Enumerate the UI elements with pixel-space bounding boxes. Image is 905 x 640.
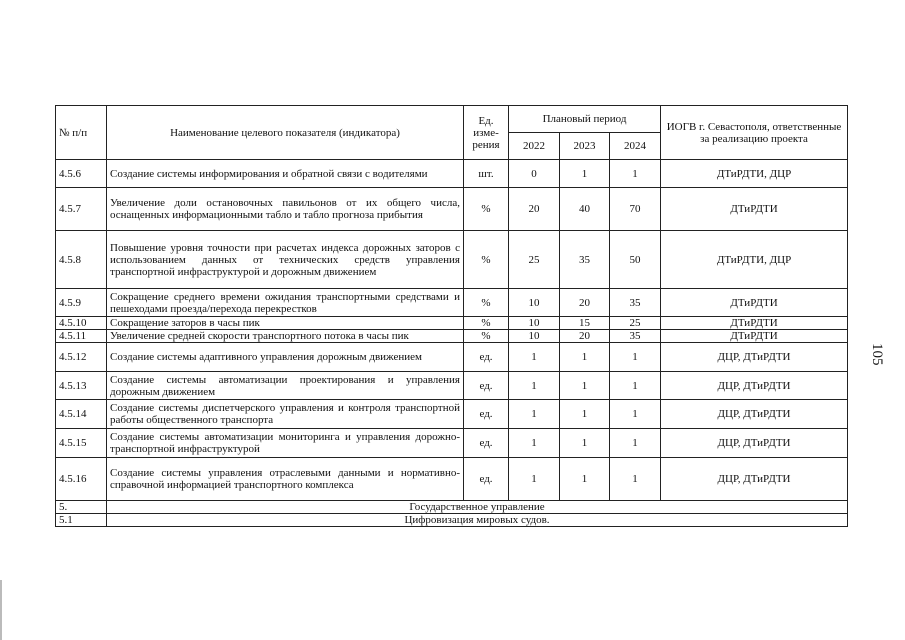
header-year-2024: 2024 xyxy=(610,133,661,160)
row-responsible: ДТиРДТИ xyxy=(661,188,848,231)
row-value-2023: 40 xyxy=(560,188,610,231)
row-value-2022: 1 xyxy=(509,458,560,501)
row-value-2022: 1 xyxy=(509,343,560,372)
row-value-2023: 15 xyxy=(560,317,610,330)
row-num: 4.5.14 xyxy=(56,400,107,429)
row-value-2023: 20 xyxy=(560,289,610,317)
row-responsible: ДТиРДТИ xyxy=(661,330,848,343)
header-name: Наименование целевого показателя (индикатора) xyxy=(107,106,464,160)
row-value-2022: 0 xyxy=(509,160,560,188)
row-value-2024: 1 xyxy=(610,160,661,188)
row-value-2022: 1 xyxy=(509,372,560,400)
row-unit: ед. xyxy=(464,343,509,372)
row-unit: % xyxy=(464,289,509,317)
row-value-2022: 10 xyxy=(509,330,560,343)
section-row xyxy=(56,514,848,527)
row-num: 4.5.16 xyxy=(56,458,107,501)
row-unit: шт. xyxy=(464,160,509,188)
section-title: Государственное управление xyxy=(107,501,848,514)
header-year-2022: 2022 xyxy=(509,133,560,160)
table-row xyxy=(56,458,848,501)
table-row xyxy=(56,429,848,458)
section-title: Цифровизация мировых судов. xyxy=(107,514,848,527)
row-value-2022: 25 xyxy=(509,231,560,289)
row-indicator-name: Сокращение среднего времени ожидания транспортными средствами и пешеходами проезда/перехода перекрестков xyxy=(107,289,464,317)
row-responsible: ДЦР, ДТиРДТИ xyxy=(661,429,848,458)
row-responsible: ДТиРДТИ, ДЦР xyxy=(661,231,848,289)
row-value-2024: 25 xyxy=(610,317,661,330)
table-row xyxy=(56,343,848,372)
row-unit: % xyxy=(464,330,509,343)
row-value-2024: 1 xyxy=(610,343,661,372)
row-value-2023: 1 xyxy=(560,343,610,372)
table-row xyxy=(56,160,848,188)
row-value-2023: 1 xyxy=(560,372,610,400)
section-row xyxy=(56,501,848,514)
row-unit: % xyxy=(464,188,509,231)
row-value-2022: 1 xyxy=(509,400,560,429)
row-value-2023: 1 xyxy=(560,400,610,429)
row-indicator-name: Создание системы автоматизации мониторинга и управления дорожно-транспортной инфраструктурой xyxy=(107,429,464,458)
table-header xyxy=(56,106,848,160)
page-number: 105 xyxy=(869,343,885,366)
row-indicator-name: Создание системы адаптивного управления дорожным движением xyxy=(107,343,464,372)
table-row xyxy=(56,289,848,317)
scan-edge-mark xyxy=(0,580,2,640)
row-value-2022: 10 xyxy=(509,317,560,330)
row-value-2023: 20 xyxy=(560,330,610,343)
header-unit: Ед. изме-рения xyxy=(464,106,509,160)
row-value-2024: 35 xyxy=(610,289,661,317)
row-responsible: ДЦР, ДТиРДТИ xyxy=(661,343,848,372)
row-unit: ед. xyxy=(464,429,509,458)
header-num: № п/п xyxy=(56,106,107,160)
row-unit: % xyxy=(464,231,509,289)
header-year-2023: 2023 xyxy=(560,133,610,160)
row-num: 4.5.10 xyxy=(56,317,107,330)
row-num: 4.5.11 xyxy=(56,330,107,343)
table-body xyxy=(56,160,848,527)
row-num: 4.5.8 xyxy=(56,231,107,289)
table-row xyxy=(56,372,848,400)
indicators-table xyxy=(55,105,848,527)
row-indicator-name: Сокращение заторов в часы пик xyxy=(107,317,464,330)
row-num: 4.5.9 xyxy=(56,289,107,317)
row-unit: ед. xyxy=(464,458,509,501)
row-unit: ед. xyxy=(464,400,509,429)
section-num: 5. xyxy=(56,501,107,514)
row-value-2022: 1 xyxy=(509,429,560,458)
row-indicator-name: Увеличение средней скорости транспортного потока в часы пик xyxy=(107,330,464,343)
row-unit: ед. xyxy=(464,372,509,400)
header-period: Плановый период xyxy=(509,106,661,133)
row-responsible: ДТиРДТИ xyxy=(661,317,848,330)
table-row xyxy=(56,188,848,231)
row-value-2024: 1 xyxy=(610,429,661,458)
row-value-2023: 1 xyxy=(560,458,610,501)
row-indicator-name: Создание системы информирования и обратной связи с водителями xyxy=(107,160,464,188)
row-responsible: ДЦР, ДТиРДТИ xyxy=(661,458,848,501)
row-num: 4.5.6 xyxy=(56,160,107,188)
row-responsible: ДТиРДТИ, ДЦР xyxy=(661,160,848,188)
row-unit: % xyxy=(464,317,509,330)
row-indicator-name: Создание системы управления отраслевыми данными и нормативно-справочной информацией транспортного комплекса xyxy=(107,458,464,501)
row-value-2024: 35 xyxy=(610,330,661,343)
table-row xyxy=(56,400,848,429)
row-value-2023: 35 xyxy=(560,231,610,289)
header-iogv: ИОГВ г. Севастополя, ответственные за реализацию проекта xyxy=(661,106,848,160)
row-value-2024: 1 xyxy=(610,372,661,400)
row-value-2024: 1 xyxy=(610,400,661,429)
row-responsible: ДЦР, ДТиРДТИ xyxy=(661,400,848,429)
row-value-2023: 1 xyxy=(560,160,610,188)
row-indicator-name: Повышение уровня точности при расчетах индекса дорожных заторов с использованием данных от технических средств управления транспортной инфраструктурой и дорожным движением xyxy=(107,231,464,289)
row-num: 4.5.15 xyxy=(56,429,107,458)
row-value-2024: 1 xyxy=(610,458,661,501)
row-value-2024: 50 xyxy=(610,231,661,289)
row-num: 4.5.7 xyxy=(56,188,107,231)
row-value-2022: 20 xyxy=(509,188,560,231)
row-responsible: ДТиРДТИ xyxy=(661,289,848,317)
table-row xyxy=(56,330,848,343)
row-indicator-name: Увеличение доли остановочных павильонов от их общего числа, оснащенных информационными табло и табло прогноза прибытия xyxy=(107,188,464,231)
row-value-2023: 1 xyxy=(560,429,610,458)
table-row xyxy=(56,231,848,289)
section-num: 5.1 xyxy=(56,514,107,527)
row-num: 4.5.13 xyxy=(56,372,107,400)
row-indicator-name: Создание системы автоматизации проектирования и управления дорожным движением xyxy=(107,372,464,400)
table-row xyxy=(56,317,848,330)
row-responsible: ДЦР, ДТиРДТИ xyxy=(661,372,848,400)
row-num: 4.5.12 xyxy=(56,343,107,372)
row-indicator-name: Создание системы диспетчерского управления и контроля транспортной работы общественного транспорта xyxy=(107,400,464,429)
row-value-2024: 70 xyxy=(610,188,661,231)
row-value-2022: 10 xyxy=(509,289,560,317)
